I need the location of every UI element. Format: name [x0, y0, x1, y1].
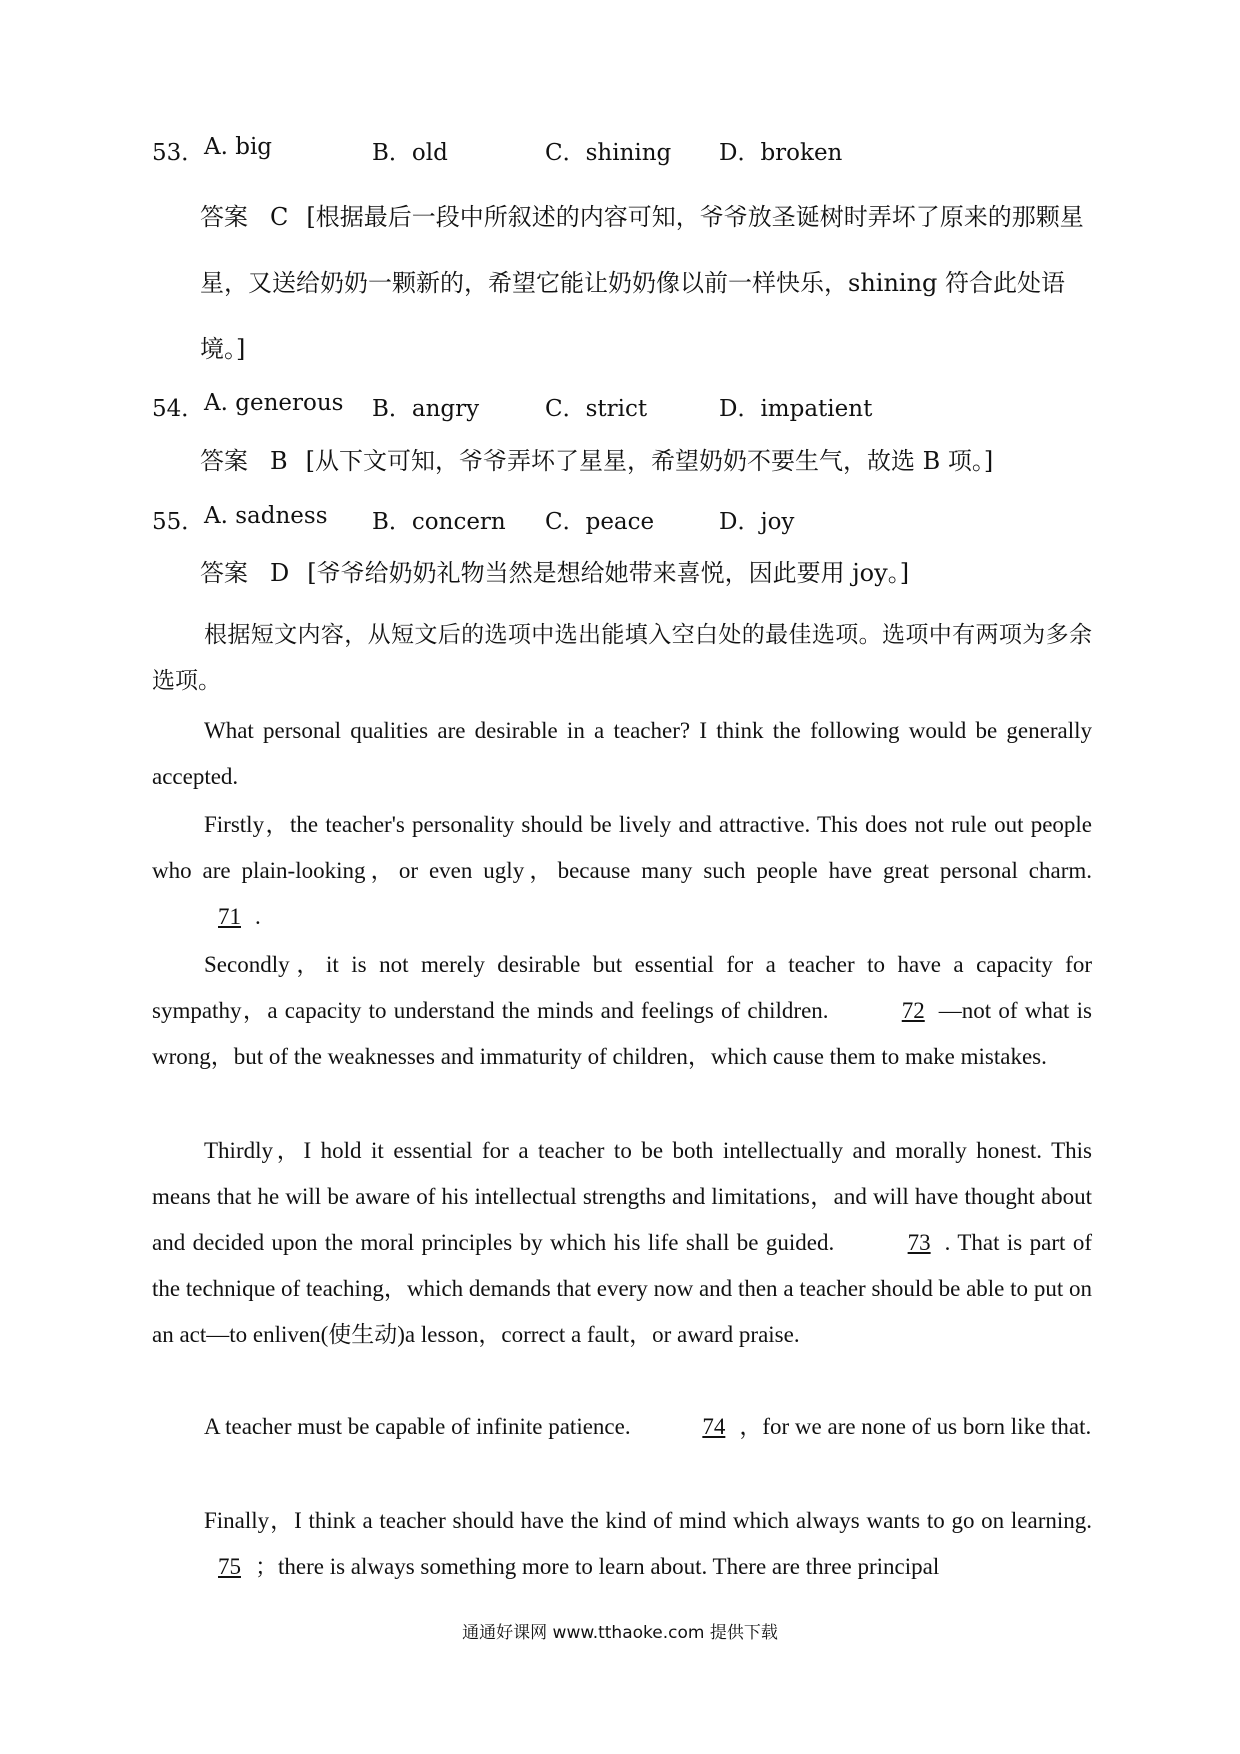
option-d: D．joy [719, 509, 795, 535]
answer-key: B [270, 447, 288, 475]
blank-73: 73 [907, 1230, 931, 1255]
answer-label: 答案 [200, 447, 248, 475]
passage-paragraph-4 [152, 1128, 1092, 1358]
answer-explanation: [爷爷给奶奶礼物当然是想给她带来喜悦，因此要用 joy。] [307, 559, 910, 587]
paragraph-text: ，for we are none of us born like that. [739, 1414, 1092, 1439]
answer-key: C [270, 203, 289, 231]
option-d: D．impatient [719, 396, 873, 422]
section-instructions: 根据短文内容，从短文后的选项中选出能填入空白处的最佳选项。选项中有两项为多余选项。 [152, 622, 1092, 693]
page-footer: 通通好课网 www.tthaoke.com 提供下载 [462, 1623, 778, 1643]
option-d: D．broken [719, 140, 843, 166]
blank-72: 72 [901, 998, 925, 1023]
option-c: C．peace [545, 509, 655, 535]
answer-55 [200, 540, 1100, 606]
question-number: 54． [152, 396, 205, 422]
passage-paragraph-2: Firstly，the teacher's personality should be lively and attractive. This does not rule out people who are plain-looking，or even ugly，because many such people have great personal charm. 71 . [152, 802, 1092, 940]
paragraph-text: A teacher must be capable of infinite patience. [204, 1414, 631, 1439]
question-number: 55． [152, 509, 205, 535]
option-b: B．angry [372, 396, 480, 422]
passage-paragraph-5 [152, 1404, 1092, 1450]
answer-explanation: [从下文可知，爷爷弄坏了星星，希望奶奶不要生气，故选 B 项。] [305, 447, 994, 475]
paragraph-text: . That is part of the technique of teaching，which demands that every now and then a teacher should be able to put on an act—to enliven(使生动)a lesson，correct a fault，or award praise. [152, 1230, 1092, 1347]
paragraph-text: Finally，I think a teacher should have the kind of mind which always wants to go on learning. [204, 1508, 1092, 1533]
option-b: B．concern [372, 509, 506, 535]
answer-label: 答案 [200, 203, 248, 231]
option-a: A. generous [204, 390, 344, 416]
option-a: A. big [204, 134, 273, 160]
blank-74: 74 [702, 1414, 726, 1439]
paragraph-text: ；there is always something more to learn about. There are three principal [255, 1554, 940, 1579]
passage-paragraph-6 [152, 1498, 1092, 1590]
paragraph-text: Secondly，it is not merely desirable but essential for a teacher to have a capacity for sympathy，a capacity to understand the minds and feelings of children. [152, 952, 1092, 1023]
answer-53 [200, 184, 1100, 382]
option-c: C．shining [545, 140, 672, 166]
paragraph-text: Firstly，the teacher's personality should be lively and attractive. This does not rule out people who are plain-looking，or even ugly，because many such people have great personal charm. [152, 812, 1092, 883]
passage-paragraph-1: What personal qualities are desirable in a teacher? I think the following would be generally accepted. [152, 718, 1092, 789]
answer-54 [200, 428, 1100, 494]
blank-75: 75 [218, 1554, 241, 1579]
paragraph-text: Thirdly，I hold it essential for a teacher to be both intellectually and morally honest. This means that he will be aware of his intellectual strengths and limitations，and will have thought about and decided upon the moral principles by which his life shall be guided. [152, 1138, 1092, 1255]
answer-key: D [270, 559, 290, 587]
passage-paragraph-3 [152, 942, 1092, 1080]
answer-label: 答案 [200, 559, 248, 587]
option-a: A. sadness [204, 503, 328, 529]
paragraph-text: —not of what is wrong，but of the weaknesses and immaturity of children，which cause them to make mistakes. [152, 998, 1092, 1069]
option-c: C．strict [545, 396, 648, 422]
answer-explanation: [根据最后一段中所叙述的内容可知，爷爷放圣诞树时弄坏了原来的那颗星星，又送给奶奶一颗新的，希望它能让奶奶像以前一样快乐，shining 符合此处语境。] [200, 203, 1084, 363]
blank-71: 71 [218, 904, 241, 929]
option-b: B．old [372, 140, 448, 166]
question-number: 53． [152, 140, 205, 166]
